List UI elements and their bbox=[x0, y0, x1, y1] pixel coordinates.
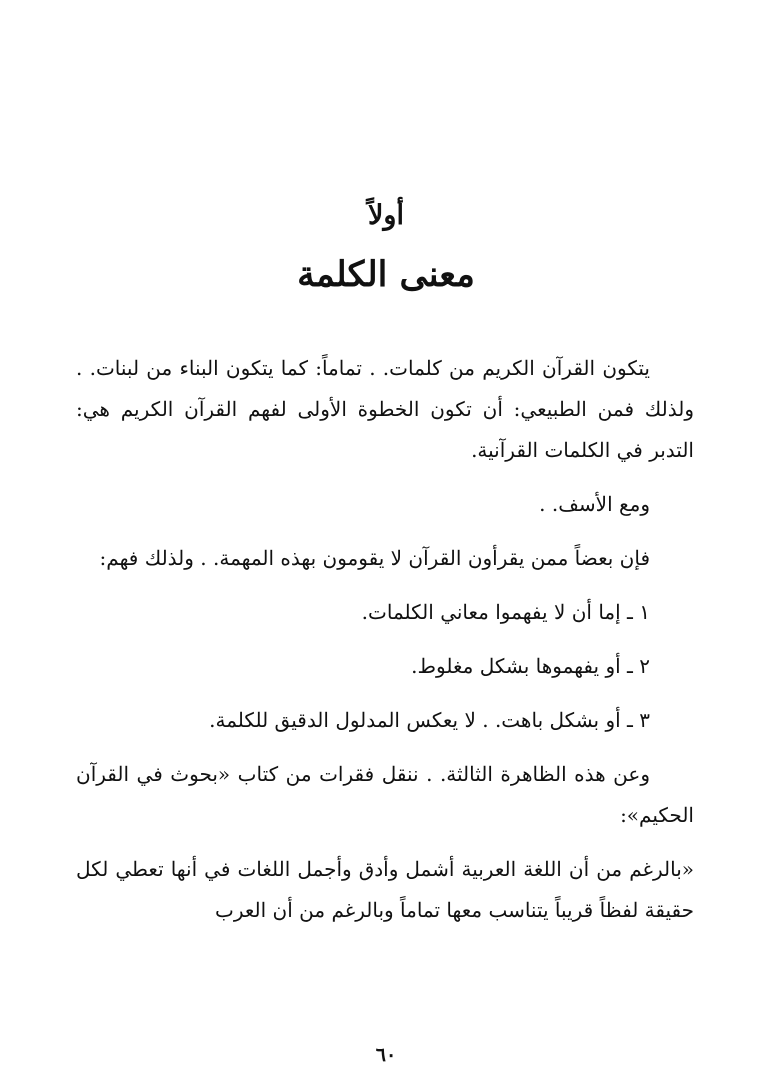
paragraph-problem: فإن بعضاً ممن يقرأون القرآن لا يقومون بهذه المهمة. . ولذلك فهم: bbox=[99, 546, 650, 570]
list-item-1: ١ ـ إما أن لا يفهموا معاني الكلمات. bbox=[361, 600, 650, 624]
paragraph-quote: «بالرغم من أن اللغة العربية أشمل وأدق وأجمل اللغات في أنها تعطي لكل حقيقة لفظاً قريباً يتناسب معها تماماً وبالرغم من أن العرب bbox=[76, 857, 694, 922]
page-number: ٦٠ bbox=[375, 1044, 397, 1066]
chapter-title: معنى الكلمة bbox=[297, 254, 475, 295]
body-text bbox=[76, 348, 694, 944]
paragraph-quote-intro: وعن هذه الظاهرة الثالثة. . ننقل فقرات من كتاب «بحوث في القرآن الحكيم»: bbox=[76, 762, 694, 827]
list-item-2: ٢ ـ أو يفهموها بشكل مغلوط. bbox=[411, 654, 650, 678]
chapter-number: أولاً bbox=[368, 200, 404, 231]
paragraph-intro: يتكون القرآن الكريم من كلمات. . تماماً: كما يتكون البناء من لبنات. . ولذلك فمن الطبيعي: أن تكون الخطوة الأولى لفهم القرآن الكريم هي: التدبر في الكلمات القرآنية. bbox=[76, 356, 694, 462]
list-item-3: ٣ ـ أو بشكل باهت. . لا يعكس المدلول الدقيق للكلمة. bbox=[209, 708, 650, 732]
paragraph-regret: ومع الأسف. . bbox=[539, 492, 650, 516]
